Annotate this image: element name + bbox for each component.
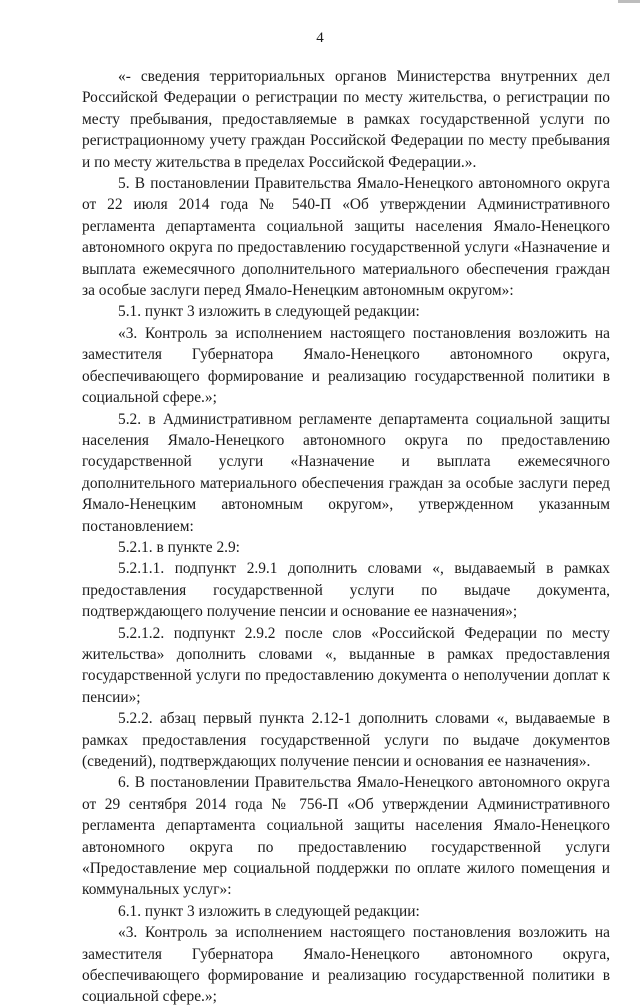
paragraph-item-5: 5. В постановлении Правительства Ямало-Ненецкого автономного округа от 22 июля 2014 года № 540-П «Об утверждении Административного регламента департамента социальной защиты населения Ямало-Ненецкого автономного округа по предоставлению государственной услуги «Назначение и выплата ежемесячного дополнительного материального обеспечения граждан за особые заслуги перед Ямало-Ненецким автономным округом»: [82, 175, 610, 300]
paragraph-item-6: 6. В постановлении Правительства Ямало-Ненецкого автономного округа от 29 сентября 2014 года № 756-П «Об утверждении Административного регламента департамента социальной защиты населения Ямало-Ненецкого автономного округа по предоставлению государственной услуги «Предоставление мер социальной поддержки по оплате жилого помещения и коммунальных услуг»: [82, 774, 610, 899]
paragraph-item-6-1-text: «3. Контроль за исполнением настоящего постановления возложить на заместителя Губернатора Ямало-Ненецкого автономного округа, обеспечивающего формирование и реализацию государственной политики в социальной сфере.»; [82, 924, 610, 1006]
scan-corner-mark [618, 0, 640, 3]
paragraph-item-6-1: 6.1. пункт 3 изложить в следующей редакции: [118, 902, 420, 920]
paragraph-item-5-2-1-1: 5.2.1.1. подпункт 2.9.1 дополнить словами «, выдаваемый в рамках предоставления государственной услуги по выдаче документа, подтверждающего получение пенсии и основание ее назначения»; [82, 560, 610, 621]
paragraph-item-5-1: 5.1. пункт 3 изложить в следующей редакции: [118, 303, 420, 321]
paragraph-item-5-2: 5.2. в Административном регламенте департамента социальной защиты населения Ямало-Ненецкого автономного округа по предоставлению государственной услуги «Назначение и выплата ежемесячного дополнительного материального обеспечения граждан за особые заслуги перед Ямало-Ненецким автономным округом», утвержденном указанным постановлением: [82, 410, 610, 535]
paragraph-item-5-2-1-2: 5.2.1.2. подпункт 2.9.2 после слов «Российской Федерации по месту жительства» дополнить словами «, выданные в рамках предоставления государственной услуги по предоставлению документа о неполучении доплат к пенсии»; [82, 624, 610, 706]
paragraph-item-5-2-1: 5.2.1. в пункте 2.9: [118, 538, 240, 556]
paragraph-item-5-2-2: 5.2.2. абзац первый пункта 2.12-1 дополнить словами «, выдаваемые в рамках предоставления государственной услуги по выдаче документов (сведений), подтверждающих получение пенсии и основания ее назначения». [82, 710, 610, 770]
page-number: 4 [316, 30, 324, 46]
document-body [82, 66, 610, 1008]
paragraph-item-5-1-text: «3. Контроль за исполнением настоящего постановления возложить на заместителя Губернатора Ямало-Ненецкого автономного округа, обеспечивающего формирование и реализацию государственной политики в социальной сфере.»; [82, 324, 610, 407]
paragraph-passport-data-info: «- сведения территориальных органов Министерства внутренних дел Российской Федерации о регистрации по месту жительства, о регистрации по месту пребывания, предоставляемые в рамках государственной услуги по регистрационному учету граждан Российской Федерации по месту пребывания и по месту жительства в пределах Российской Федерации.». [82, 68, 610, 171]
